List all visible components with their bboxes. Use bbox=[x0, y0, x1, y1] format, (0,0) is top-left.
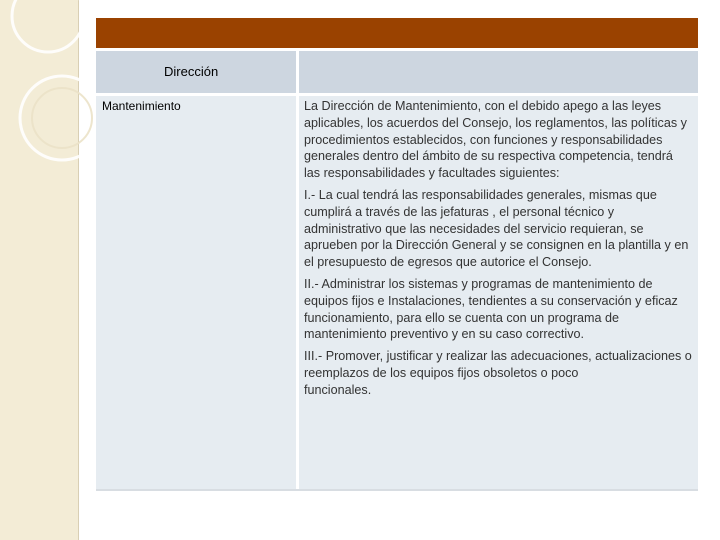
responsibilities-text bbox=[304, 98, 692, 404]
responsibilities-table bbox=[96, 18, 698, 489]
header-cell-direccion bbox=[96, 51, 296, 93]
paragraph-iii: III.- Promover, justificar y realizar las adecuaciones, actualizaciones o reemplazos de los equipos fijos obsoletos o poco funcionales. bbox=[304, 349, 692, 397]
table-header-row bbox=[96, 51, 698, 93]
paragraph-ii: II.- Administrar los sistemas y programas de mantenimiento de equipos fijos e Instalaciones, tendientes a su conservación y eficaz funcionamiento, para ello se cuenta con un programa de mantenimiento preventivo y en su caso correctivo. bbox=[304, 276, 678, 342]
row-label-mantenimiento: Mantenimiento bbox=[102, 99, 181, 113]
row-label-cell bbox=[96, 96, 296, 489]
paragraph-i: I.- La cual tendrá las responsabilidades generales, mismas que cumplirá a través de las jefaturas , el personal técnico y administrativo que las necesidades del servicio requieran, se aprueben por la Dirección General y se consignen en la plantilla y en el presupuesto de egresos que autorice el Consejo. bbox=[304, 187, 689, 270]
table-bottom-edge bbox=[96, 489, 698, 491]
table-row bbox=[96, 96, 698, 489]
header-direccion-label: Dirección bbox=[164, 64, 219, 79]
header-cell-empty bbox=[299, 51, 698, 93]
paragraph-intro: La Dirección de Mantenimiento, con el debido apego a las leyes aplicables, los acuerdos del Consejo, los reglamentos, las políticas y procedimientos establecidos, con funciones y responsabilidades generales dentro del ámbito de su respectiva competencia, tendrá las responsabilidades y facultades siguientes: bbox=[304, 99, 687, 181]
table-header-bar bbox=[96, 18, 698, 48]
row-content-cell bbox=[299, 96, 698, 489]
